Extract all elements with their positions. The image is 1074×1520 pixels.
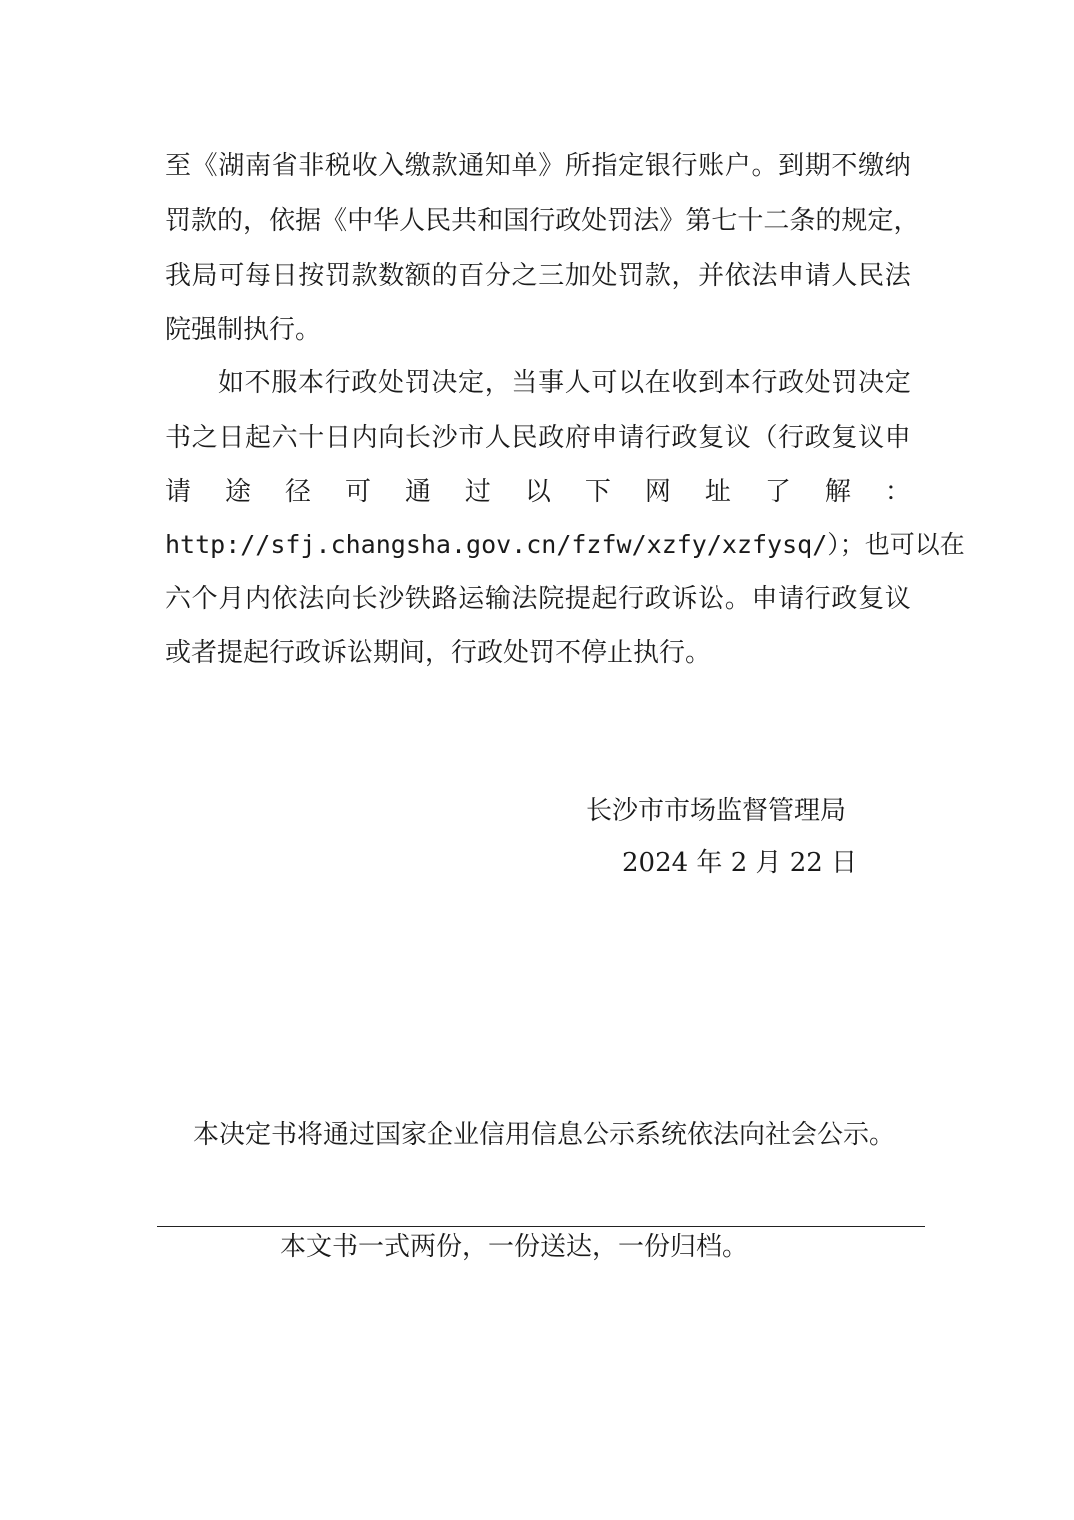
text-char: 和: [477, 206, 504, 236]
text-char: 府: [564, 423, 591, 453]
text-char: 罚: [607, 206, 634, 236]
text-char: 政: [644, 584, 671, 614]
text-char: 六: [165, 584, 192, 614]
text-char: 内: [244, 584, 271, 614]
text-char: 可: [591, 368, 618, 398]
text-char: 入: [378, 151, 405, 181]
spread-char: 解: [824, 477, 851, 507]
text-char: 定: [618, 151, 645, 181]
text-char: 可: [218, 261, 245, 291]
text-char: 人: [831, 261, 858, 291]
text-char: 收: [671, 368, 698, 398]
text-char: 省: [271, 151, 298, 181]
text-char: 处: [378, 368, 405, 398]
text-char: 第: [685, 206, 712, 236]
text-char: 内: [351, 423, 378, 453]
text-char: 缴: [404, 151, 431, 181]
text-char: ，: [893, 206, 920, 236]
paragraph1-line4: 院强制执行。: [165, 315, 322, 345]
text-char: 法: [751, 261, 778, 291]
text-char: （: [751, 423, 778, 453]
text-char: 依: [269, 206, 296, 236]
text-char: 之: [511, 261, 538, 291]
paragraph1-line1: [165, 153, 911, 179]
text-char: 数: [378, 261, 405, 291]
text-char: 行: [644, 423, 671, 453]
text-char: 本: [298, 368, 325, 398]
text-char: 的: [217, 206, 244, 236]
text-char: 个: [191, 584, 218, 614]
paragraph2-line2: [165, 425, 911, 451]
text-char: 华: [373, 206, 400, 236]
spread-char: 下: [584, 477, 611, 507]
text-char: 书: [165, 423, 192, 453]
text-char: 加: [564, 261, 591, 291]
text-char: 人: [564, 368, 591, 398]
text-char: 人: [484, 423, 511, 453]
text-char: 定: [867, 206, 894, 236]
text-char: 罚: [165, 206, 192, 236]
text-char: ，: [243, 206, 270, 236]
text-char: 六: [271, 423, 298, 453]
text-char: 。: [724, 584, 751, 614]
text-char: 我: [165, 261, 192, 291]
text-char: 申: [751, 584, 778, 614]
text-char: 至: [165, 151, 192, 181]
text-char: 款: [431, 151, 458, 181]
text-char: 处: [581, 206, 608, 236]
spread-char: ：: [884, 477, 911, 507]
text-char: 政: [778, 368, 805, 398]
text-char: 百: [458, 261, 485, 291]
spread-char: 网: [644, 477, 671, 507]
text-char: 复: [698, 423, 725, 453]
text-char: 在: [644, 368, 671, 398]
text-char: 中: [347, 206, 374, 236]
text-char: 十: [737, 206, 764, 236]
text-char: 日: [324, 423, 351, 453]
text-char: 额: [404, 261, 431, 291]
spread-char: 了: [764, 477, 791, 507]
text-char: 沙: [378, 584, 405, 614]
paragraph1-line3: [165, 263, 911, 289]
text-char: 提: [564, 584, 591, 614]
text-char: 行: [751, 368, 778, 398]
text-char: 政: [671, 423, 698, 453]
text-char: 向: [324, 584, 351, 614]
text-char: 行: [778, 423, 805, 453]
text-char: 议: [724, 423, 751, 453]
text-char: 据: [295, 206, 322, 236]
text-char: 政: [351, 368, 378, 398]
text-char: 法: [884, 261, 911, 291]
text-char: 当: [511, 368, 538, 398]
spread-char: 通: [404, 477, 431, 507]
text-char: 决: [431, 368, 458, 398]
text-char: 本: [724, 368, 751, 398]
spread-char: 过: [464, 477, 491, 507]
text-char: 依: [271, 584, 298, 614]
text-char: 起: [591, 584, 618, 614]
text-char: 政: [538, 423, 565, 453]
text-char: 款: [351, 261, 378, 291]
text-char: 》: [659, 206, 686, 236]
text-char: 复: [831, 423, 858, 453]
text-char: 《: [321, 206, 348, 236]
text-char: 分: [484, 261, 511, 291]
text-char: 到: [778, 151, 805, 181]
text-char: 日: [271, 261, 298, 291]
text-char: 局: [191, 261, 218, 291]
text-char: 处: [804, 368, 831, 398]
text-char: 运: [458, 584, 485, 614]
text-char: 通: [458, 151, 485, 181]
text-char: 银: [644, 151, 671, 181]
text-char: 长: [404, 423, 431, 453]
text-char: 三: [538, 261, 565, 291]
text-char: 之: [191, 423, 218, 453]
paragraph2-line4: http://sfj.changsha.gov.cn/fzfw/xzfy/xzfysq/）；也可以在: [165, 530, 965, 559]
text-char: 共: [451, 206, 478, 236]
paragraph2-line6: 或者提起行政诉讼期间，行政处罚不停止执行。: [165, 638, 712, 668]
text-char: 款: [191, 206, 218, 236]
text-char: 的: [431, 261, 458, 291]
paragraph1-line2: [165, 206, 920, 236]
text-char: 的: [815, 206, 842, 236]
text-char: 定: [458, 368, 485, 398]
text-char: 政: [804, 423, 831, 453]
text-char: 规: [841, 206, 868, 236]
text-char: 户: [724, 151, 751, 181]
text-char: 服: [271, 368, 298, 398]
text-char: 条: [789, 206, 816, 236]
text-char: 款: [644, 261, 671, 291]
text-char: ，: [671, 261, 698, 291]
text-char: 按: [298, 261, 325, 291]
footer-divider: [157, 1226, 925, 1227]
text-char: 湖: [218, 151, 245, 181]
text-char: 十: [298, 423, 325, 453]
text-char: 到: [698, 368, 725, 398]
public-notice: 本决定书将通过国家企业信用信息公示系统依法向社会公示。: [193, 1120, 896, 1150]
text-char: 申: [884, 423, 911, 453]
text-char: 请: [778, 584, 805, 614]
text-char: 政: [555, 206, 582, 236]
paragraph2-line5: [165, 586, 911, 612]
text-char: 铁: [404, 584, 431, 614]
text-char: 罚: [404, 368, 431, 398]
text-char: 知: [484, 151, 511, 181]
text-char: 法: [298, 584, 325, 614]
text-char: 申: [591, 423, 618, 453]
text-char: 法: [511, 584, 538, 614]
paragraph2-line1: [218, 370, 911, 396]
text-char: 七: [711, 206, 738, 236]
text-char: 账: [698, 151, 725, 181]
spread-char: 址: [704, 477, 731, 507]
text-char: 如: [218, 368, 245, 398]
text-char: 政: [831, 584, 858, 614]
spread-char: 途: [224, 477, 251, 507]
text-char: 复: [858, 584, 885, 614]
text-char: 单: [511, 151, 538, 181]
text-char: 事: [538, 368, 565, 398]
text-char: 输: [484, 584, 511, 614]
text-char: 罚: [618, 261, 645, 291]
text-char: 人: [399, 206, 426, 236]
spread-char: 以: [524, 477, 551, 507]
text-char: 市: [458, 423, 485, 453]
text-char: 日: [218, 423, 245, 453]
text-char: 诉: [671, 584, 698, 614]
text-char: 院: [538, 584, 565, 614]
issuing-authority: 长沙市市场监督管理局: [586, 796, 847, 826]
text-char: 议: [858, 423, 885, 453]
spread-char: 可: [344, 477, 371, 507]
text-char: 讼: [698, 584, 725, 614]
spread-char: 请: [165, 477, 192, 507]
text-char: ，: [484, 368, 511, 398]
text-char: 申: [778, 261, 805, 291]
issue-date: 2024 年 2 月 22 日: [622, 848, 858, 878]
text-char: 不: [831, 151, 858, 181]
text-char: 收: [351, 151, 378, 181]
text-char: 议: [884, 584, 911, 614]
footer-note: 本文书一式两份，一份送达，一份归档。: [280, 1232, 749, 1262]
text-char: 沙: [431, 423, 458, 453]
text-char: 。: [751, 151, 778, 181]
text-char: 民: [858, 261, 885, 291]
text-char: 以: [618, 368, 645, 398]
paragraph2-line3: [165, 479, 911, 505]
text-char: 二: [763, 206, 790, 236]
text-char: 行: [671, 151, 698, 181]
text-char: 非: [298, 151, 325, 181]
text-char: 并: [698, 261, 725, 291]
text-char: 缴: [858, 151, 885, 181]
text-char: 罚: [324, 261, 351, 291]
text-char: 法: [633, 206, 660, 236]
text-char: 行: [324, 368, 351, 398]
text-char: 依: [724, 261, 751, 291]
text-char: 行: [804, 584, 831, 614]
text-char: 决: [858, 368, 885, 398]
text-char: 行: [618, 584, 645, 614]
spread-char: 径: [284, 477, 311, 507]
text-char: 期: [804, 151, 831, 181]
text-char: 每: [244, 261, 271, 291]
text-char: 处: [591, 261, 618, 291]
text-char: 定: [884, 368, 911, 398]
text-char: 所: [564, 151, 591, 181]
text-char: 长: [351, 584, 378, 614]
text-char: 国: [503, 206, 530, 236]
text-char: 民: [425, 206, 452, 236]
text-char: 月: [218, 584, 245, 614]
text-char: 税: [324, 151, 351, 181]
text-char: 民: [511, 423, 538, 453]
text-char: 向: [378, 423, 405, 453]
text-char: 不: [244, 368, 271, 398]
text-char: 路: [431, 584, 458, 614]
text-char: 纳: [884, 151, 911, 181]
text-char: 罚: [831, 368, 858, 398]
text-char: 南: [244, 151, 271, 181]
text-char: 起: [244, 423, 271, 453]
text-char: 《: [191, 151, 218, 181]
text-char: 指: [591, 151, 618, 181]
text-char: 请: [618, 423, 645, 453]
text-char: 请: [804, 261, 831, 291]
text-char: 行: [529, 206, 556, 236]
text-char: 》: [538, 151, 565, 181]
